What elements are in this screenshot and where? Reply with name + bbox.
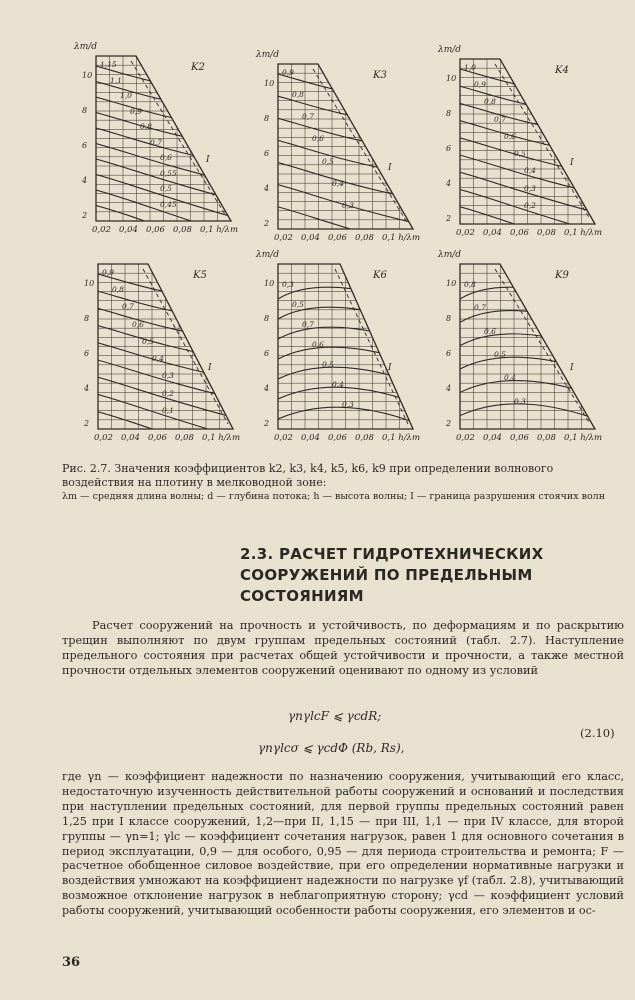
y-tick-label: 10 <box>446 279 457 288</box>
chart-svg <box>452 250 627 450</box>
contour-value-label: 0,2 <box>524 200 536 210</box>
x-tick-label: 0,1 h/λm <box>382 433 421 443</box>
contour-value-label: 0,7 <box>302 112 314 122</box>
heading-line: СОСТОЯНИЯМ <box>240 587 364 605</box>
contour-value-label: 0,5 <box>322 156 334 166</box>
x-tick-label: 0,04 <box>483 228 502 238</box>
y-tick-label: 4 <box>446 179 452 188</box>
formula-number: (2.10) <box>580 726 615 740</box>
y-tick-label: 4 <box>446 384 452 393</box>
y-tick-label: 4 <box>84 384 90 393</box>
contour-value-label: 0,4 <box>524 166 536 176</box>
contour-value-label: 0,6 <box>312 134 324 144</box>
x-tick-label: 0,08 <box>355 233 374 243</box>
chart-k4 <box>438 45 632 250</box>
x-tick-label: 0,02 <box>456 228 475 238</box>
contour-value-label: 0,5 <box>322 360 334 369</box>
contour-value-label: 1,1 <box>110 75 122 85</box>
chart-svg <box>270 250 445 450</box>
y-tick-label: 6 <box>264 349 270 358</box>
y-tick-label: 8 <box>84 314 90 323</box>
boundary-label: I <box>388 363 392 373</box>
contour-value-label: 0,7 <box>122 302 134 312</box>
contour-value-label: 0,8 <box>292 90 304 100</box>
chart-k-label: K6 <box>373 270 387 281</box>
contour-value-label: 1,0 <box>464 63 476 72</box>
contour-value-label: 0,7 <box>474 303 486 313</box>
caption-main: Рис. 2.7. Значения коэффициентов k2, k3, k4, k5, k6, k9 при определении волнового воздействия на плотину в мелководной зоне: <box>62 462 554 489</box>
paragraph-text: Расчет сооружений на прочность и устойчивость, по деформациям и по раскрытию трещин выполняют по двум группам предельных состояний (табл. 2.7). Наступление предельного состояния при расчетах общей устойчивости и прочности, а также местной прочности отдельных элементов сооружений оценивают по одному из условий <box>62 619 624 677</box>
chart-k6 <box>256 250 450 455</box>
x-tick-label: 0,08 <box>355 433 374 443</box>
x-tick-label: 0,1 h/λm <box>564 228 603 238</box>
formula-1: γnγlcF ⩽ γcdR; <box>288 709 382 723</box>
chart-k-label: K5 <box>193 270 207 281</box>
y-tick-label: 6 <box>84 349 90 358</box>
y-tick-label: 10 <box>264 79 275 88</box>
body-paragraph-1 <box>62 618 624 678</box>
y-axis-label: λm/d <box>256 50 280 60</box>
y-tick-label: 10 <box>84 279 95 288</box>
contour-value-label: 1,0 <box>120 91 132 100</box>
y-tick-label: 2 <box>82 211 88 220</box>
contour-value-label: 0,6 <box>132 319 144 329</box>
x-tick-label: 0,02 <box>274 233 293 243</box>
x-tick-label: 0,06 <box>148 433 167 443</box>
x-tick-label: 0,06 <box>328 433 347 443</box>
x-tick-label: 0,1 h/λm <box>200 225 239 235</box>
chart-k5 <box>84 250 270 455</box>
chart-k-label: K3 <box>373 70 387 81</box>
contour-value-label: 0,9 <box>130 106 142 116</box>
contour-value-label: 0,5 <box>292 300 304 309</box>
boundary-label: I <box>208 363 212 373</box>
contour-value-label: 0,3 <box>342 400 354 409</box>
chart-grid <box>460 264 595 429</box>
formula-2: γnγlcσ ⩽ γcdΦ (Rb, Rs), <box>258 741 405 755</box>
x-tick-label: 0,04 <box>119 225 138 235</box>
y-tick-label: 6 <box>446 349 452 358</box>
contour-value-label: 0,7 <box>494 114 506 124</box>
chart-svg <box>88 42 263 242</box>
y-tick-label: 2 <box>84 419 90 428</box>
contour-value-label: 0,4 <box>332 178 344 188</box>
y-tick-label: 8 <box>264 314 270 323</box>
contour-value-label: 0,8 <box>484 97 496 107</box>
y-tick-label: 2 <box>446 214 452 223</box>
y-tick-label: 8 <box>264 114 270 123</box>
contour-value-label: 0,4 <box>504 373 516 383</box>
section-heading <box>240 544 620 607</box>
contour-value-label: 0,1 <box>162 405 174 415</box>
body-paragraph-2 <box>62 770 624 919</box>
contour-value-label: 0,3 <box>162 371 174 381</box>
x-tick-label: 0,06 <box>146 225 165 235</box>
contour-value-label: 0,6 <box>504 131 516 141</box>
y-tick-label: 2 <box>264 219 270 228</box>
contour-value-label: 0,5 <box>160 184 172 193</box>
y-tick-label: 8 <box>446 109 452 118</box>
y-tick-label: 4 <box>82 176 88 185</box>
figure-caption <box>62 462 622 503</box>
y-tick-label: 6 <box>446 144 452 153</box>
y-tick-label: 10 <box>264 279 275 288</box>
contour-value-label: 0,8 <box>140 122 152 131</box>
contour-value-label: 1,15 <box>100 60 117 69</box>
contour-value-label: 0,55 <box>160 168 177 178</box>
x-tick-label: 0,08 <box>537 433 556 443</box>
boundary-label: I <box>570 158 574 168</box>
caption-legend: λm — средняя длина волны; d — глубина потока; h — высота волны; I — граница разрушения стоячих волн <box>62 491 606 502</box>
chart-k9 <box>438 250 632 455</box>
x-tick-label: 0,04 <box>301 433 320 443</box>
x-tick-label: 0,06 <box>510 228 529 238</box>
y-tick-label: 10 <box>82 71 93 80</box>
y-tick-label: 4 <box>264 384 270 393</box>
x-tick-label: 0,02 <box>92 225 111 235</box>
chart-k-label: K2 <box>191 62 205 73</box>
contour-value-label: 0,6 <box>484 326 496 336</box>
contour-value-label: 0,3 <box>282 280 294 289</box>
contour-value-label: 0,9 <box>282 68 294 77</box>
x-tick-label: 0,04 <box>301 233 320 243</box>
x-tick-label: 0,06 <box>510 433 529 443</box>
chart-svg <box>90 250 265 450</box>
contour-value-label: 0,8 <box>464 280 476 289</box>
x-tick-label: 0,1 h/λm <box>202 433 241 443</box>
y-axis-label: λm/d <box>74 42 98 52</box>
x-tick-label: 0,08 <box>175 433 194 443</box>
y-axis-label: λm/d <box>256 250 280 260</box>
contour-value-label: 0,6 <box>312 340 324 349</box>
x-tick-label: 0,1 h/λm <box>564 433 603 443</box>
contour-value-label: 0,3 <box>514 396 526 406</box>
y-tick-label: 8 <box>82 106 88 115</box>
boundary-label: I <box>388 163 392 173</box>
x-tick-label: 0,08 <box>173 225 192 235</box>
contour-value-label: 0,3 <box>342 200 354 210</box>
y-tick-label: 6 <box>264 149 270 158</box>
contour-value-label: 0,4 <box>332 380 344 389</box>
page-number: 36 <box>62 955 81 970</box>
y-tick-label: 6 <box>82 141 88 150</box>
boundary-label: I <box>570 363 574 373</box>
contour-value-label: 0,9 <box>474 80 486 90</box>
y-axis-label: λm/d <box>438 45 462 55</box>
chart-svg <box>452 45 627 245</box>
contour-value-label: 0,5 <box>494 350 506 359</box>
y-axis-label: λm/d <box>438 250 462 260</box>
contour-line <box>460 287 595 302</box>
paragraph-text: где γn — коэффициент надежности по назначению сооружения, учитывающий его класс, недостаточную изученность действительной работы сооружений и оснований и последствия при наступлении предельных состояний, для первой группы предельных состояний равен 1,25 при I классе сооружений, 1,2—при II, 1,15 — при III, 1,1 — при IV классе, для второй группы — γn=1; γlc — коэффициент сочетания нагрузок, равен 1 для основного сочетания в период эксплуатации, 0,9 — для особого, 0,95 — для периода строительства и ремонта; F — расчетное обобщенное силовое воздействие, при его определении нормативные нагрузки и воздействия умножают на коэффициент надежности по нагрузке γf (табл. 2.8), учитывающий возможное отклонение нагрузок в неблагоприятную сторону; γcd — коэффициент условий работы сооружений, учитывающий особенности работы сооружения, его элементов и ос- <box>62 770 624 918</box>
x-tick-label: 0,04 <box>483 433 502 443</box>
contour-value-label: 0,5 <box>514 149 526 159</box>
contour-value-label: 0,7 <box>150 137 162 147</box>
contour-value-label: 0,45 <box>160 199 177 209</box>
contour-value-label: 0,7 <box>302 320 314 329</box>
boundary-label: I <box>206 155 210 165</box>
contour-value-label: 0,4 <box>152 354 164 364</box>
x-tick-label: 0,02 <box>94 433 113 443</box>
contour-value-label: 0,6 <box>160 153 172 162</box>
x-tick-label: 0,1 h/λm <box>382 233 421 243</box>
x-tick-label: 0,02 <box>274 433 293 443</box>
chart-k-label: K4 <box>555 65 569 76</box>
y-tick-label: 2 <box>446 419 452 428</box>
contour-value-label: 0,9 <box>102 268 114 277</box>
heading-line: 2.3. РАСЧЕТ ГИДРОТЕХНИЧЕСКИХ <box>240 545 544 563</box>
x-tick-label: 0,04 <box>121 433 140 443</box>
y-tick-label: 8 <box>446 314 452 323</box>
y-tick-label: 10 <box>446 74 457 83</box>
x-tick-label: 0,06 <box>328 233 347 243</box>
chart-svg <box>270 50 445 250</box>
contour-value-label: 0,2 <box>162 388 174 398</box>
x-tick-label: 0,08 <box>537 228 556 238</box>
chart-k2 <box>74 42 268 247</box>
contour-value-label: 0,5 <box>142 336 154 346</box>
chart-k3 <box>256 50 450 255</box>
chart-k-label: K9 <box>555 270 569 281</box>
y-tick-label: 2 <box>264 419 270 428</box>
contour-value-label: 0,8 <box>112 285 124 295</box>
heading-line: СООРУЖЕНИЙ ПО ПРЕДЕЛЬНЫМ <box>240 566 533 584</box>
contour-value-label: 0,3 <box>524 183 536 193</box>
x-tick-label: 0,02 <box>456 433 475 443</box>
y-tick-label: 4 <box>264 184 270 193</box>
